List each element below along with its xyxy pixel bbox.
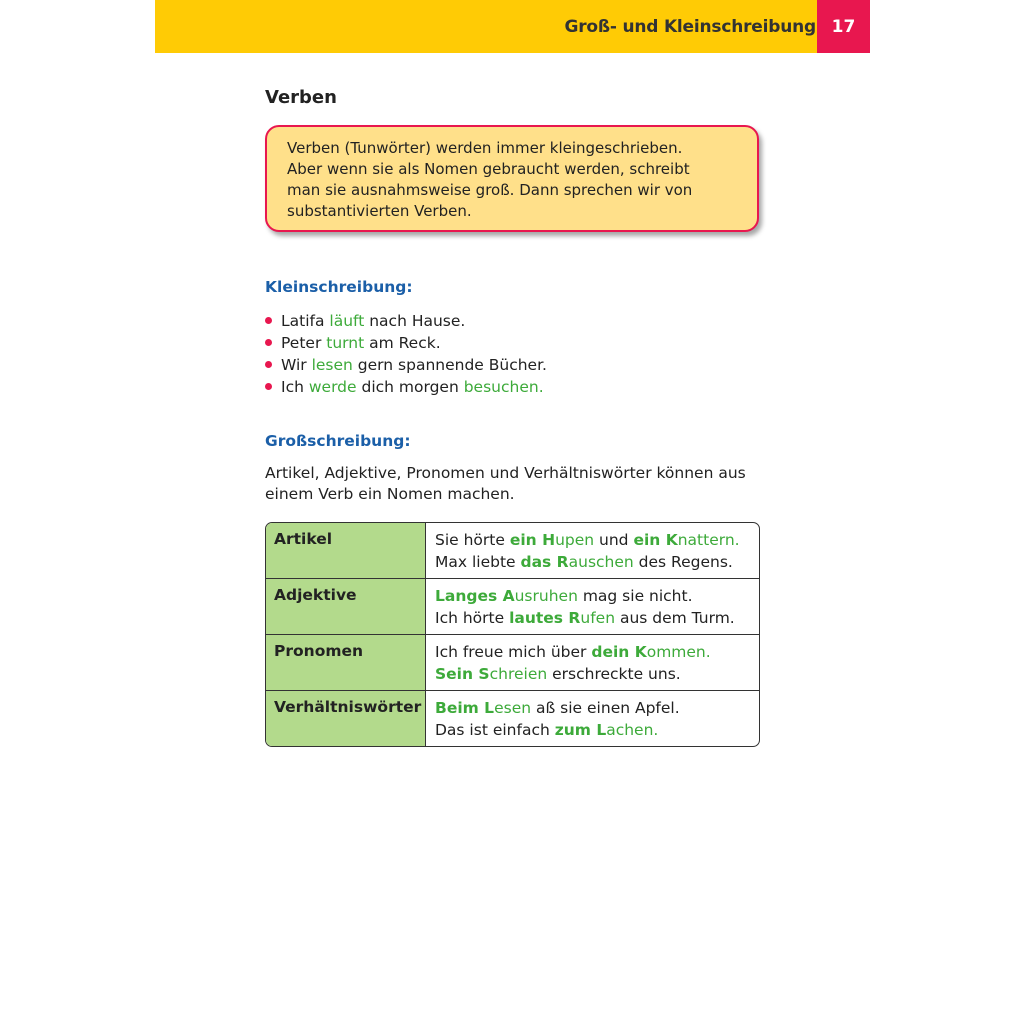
text: Ich hörte xyxy=(435,609,510,627)
row-examples xyxy=(426,691,759,746)
row-label: Verhältniswörter xyxy=(266,691,426,746)
page-number: 17 xyxy=(817,0,870,53)
marker-word: Sein S xyxy=(435,665,490,683)
row-examples xyxy=(426,635,759,690)
marker-word: das R xyxy=(520,553,569,571)
example-line xyxy=(435,585,750,607)
text: erschreckte uns. xyxy=(547,665,681,683)
noun-rest: esen xyxy=(494,699,532,717)
row-label: Artikel xyxy=(266,523,426,578)
text: aß sie einen Apfel. xyxy=(531,699,680,717)
row-label: Pronomen xyxy=(266,635,426,690)
row-examples xyxy=(426,579,759,634)
rule-line: Verben (Tunwörter) werden immer kleingeschrieben. xyxy=(287,139,683,157)
table-row xyxy=(266,690,759,746)
text: Ich xyxy=(281,378,309,396)
text: und xyxy=(594,531,634,549)
rule-box xyxy=(265,125,759,232)
table-row xyxy=(266,578,759,634)
example-line xyxy=(435,641,750,663)
header-title: Groß- und Kleinschreibung xyxy=(564,17,816,37)
example-line xyxy=(435,607,750,629)
text: aus dem Turm. xyxy=(615,609,735,627)
bullet-icon xyxy=(265,317,272,324)
kleinschreibung-heading: Kleinschreibung: xyxy=(265,278,413,296)
marker-word: Langes A xyxy=(435,587,515,605)
marker-word: lautes R xyxy=(509,609,581,627)
intro-line: einem Verb ein Nomen machen. xyxy=(265,485,515,503)
page-header xyxy=(155,0,870,53)
marker-word: ein K xyxy=(633,531,678,549)
text: des Regens. xyxy=(633,553,733,571)
list-item xyxy=(265,332,547,354)
text: gern spannende Bücher. xyxy=(352,356,547,374)
rule-line: man sie ausnahmsweise groß. Dann sprechen wir von xyxy=(287,181,693,199)
noun-rest: usruhen xyxy=(514,587,578,605)
example-line xyxy=(435,697,750,719)
noun-rest: achen. xyxy=(606,721,659,739)
verb: läuft xyxy=(329,312,365,330)
noun-rest: upen xyxy=(555,531,595,549)
text: dich morgen xyxy=(356,378,464,396)
table-row xyxy=(266,523,759,578)
text: Ich freue mich über xyxy=(435,643,592,661)
table-row xyxy=(266,634,759,690)
marker-word: zum L xyxy=(554,721,607,739)
marker-word: dein K xyxy=(591,643,647,661)
noun-rest: chreien xyxy=(489,665,548,683)
rule-line: Aber wenn sie als Nomen gebraucht werden, schreibt xyxy=(287,160,690,178)
bullet-icon xyxy=(265,383,272,390)
rule-line: substantivierten Verben. xyxy=(287,202,472,220)
text: Sie hörte xyxy=(435,531,510,549)
text: nach Hause. xyxy=(364,312,466,330)
text: Max liebte xyxy=(435,553,521,571)
text: Peter xyxy=(281,334,327,352)
verb: lesen xyxy=(311,356,353,374)
section-title: Verben xyxy=(265,87,337,108)
verb: turnt xyxy=(326,334,365,352)
grossschreibung-intro xyxy=(265,463,765,505)
intro-line: Artikel, Adjektive, Pronomen und Verhältniswörter können aus xyxy=(265,464,746,482)
text: Wir xyxy=(281,356,312,374)
noun-rest: nattern. xyxy=(677,531,740,549)
examples-table xyxy=(265,522,760,747)
verb: werde xyxy=(308,378,357,396)
noun-rest: ufen xyxy=(580,609,616,627)
example-line xyxy=(435,663,750,685)
verb: besuchen. xyxy=(463,378,544,396)
text: mag sie nicht. xyxy=(577,587,693,605)
text: am Reck. xyxy=(364,334,441,352)
text: Das ist einfach xyxy=(435,721,555,739)
example-line xyxy=(435,551,750,573)
bullet-icon xyxy=(265,361,272,368)
marker-word: Beim L xyxy=(435,699,495,717)
list-item xyxy=(265,310,547,332)
row-label: Adjektive xyxy=(266,579,426,634)
grossschreibung-heading: Großschreibung: xyxy=(265,432,411,450)
example-line xyxy=(435,719,750,741)
example-line xyxy=(435,529,750,551)
marker-word: ein H xyxy=(509,531,556,549)
list-item xyxy=(265,354,547,376)
bullet-icon xyxy=(265,339,272,346)
row-examples xyxy=(426,523,759,578)
noun-rest: ommen. xyxy=(646,643,711,661)
text: Latifa xyxy=(281,312,330,330)
list-item xyxy=(265,376,547,398)
kleinschreibung-list xyxy=(265,310,547,398)
noun-rest: auschen xyxy=(568,553,634,571)
